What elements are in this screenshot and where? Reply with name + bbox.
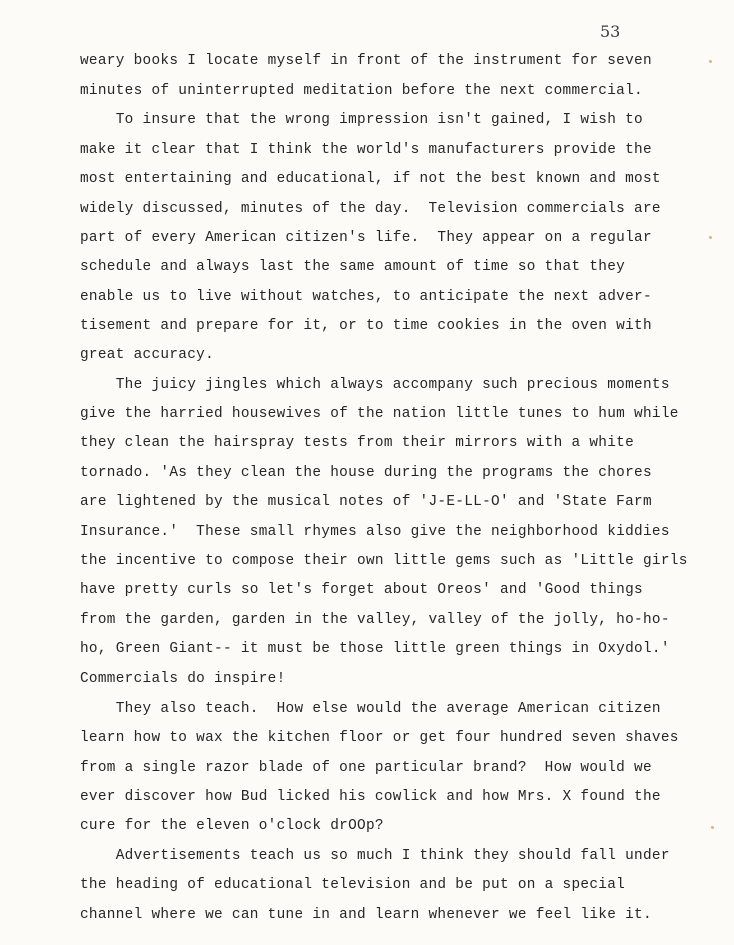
text-line: enable us to live without watches, to anticipate the next adver-	[80, 289, 652, 305]
text-line: To insure that the wrong impression isn't gained, I wish to	[80, 112, 643, 128]
text-line: minutes of uninterrupted meditation before the next commercial.	[80, 83, 643, 99]
text-line: from a single razor blade of one particular brand? How would we	[80, 760, 652, 776]
text-line: have pretty curls so let's forget about Oreos' and 'Good things	[80, 582, 643, 598]
text-line: Commercials do inspire!	[80, 671, 286, 687]
page-number: 53	[600, 22, 621, 41]
text-line: channel where we can tune in and learn whenever we feel like it.	[80, 907, 652, 923]
text-line: Insurance.' These small rhymes also give the neighborhood kiddies	[80, 524, 670, 540]
paper-speck	[709, 60, 712, 63]
text-line: schedule and always last the same amount of time so that they	[80, 259, 626, 275]
text-line: tisement and prepare for it, or to time cookies in the oven with	[80, 318, 652, 334]
text-line: ever discover how Bud licked his cowlick and how Mrs. X found the	[80, 789, 661, 805]
text-line: they clean the hairspray tests from their mirrors with a white	[80, 435, 635, 451]
text-line: ho, Green Giant-- it must be those little green things in Oxydol.'	[80, 641, 670, 657]
text-line: part of every American citizen's life. They appear on a regular	[80, 230, 652, 246]
text-line: The juicy jingles which always accompany such precious moments	[80, 377, 670, 393]
text-line: cure for the eleven o'clock drOOp?	[80, 818, 384, 834]
text-line: great accuracy.	[80, 347, 215, 363]
text-line: widely discussed, minutes of the day. Television commercials are	[80, 201, 661, 217]
paper-speck	[709, 236, 712, 239]
text-line: the heading of educational television and be put on a special	[80, 877, 626, 893]
text-line: learn how to wax the kitchen floor or get four hundred seven shaves	[80, 730, 679, 746]
text-line: most entertaining and educational, if not the best known and most	[80, 171, 661, 187]
text-line: the incentive to compose their own little gems such as 'Little girls	[80, 553, 688, 569]
text-line: weary books I locate myself in front of the instrument for seven	[80, 53, 652, 69]
text-line: make it clear that I think the world's manufacturers provide the	[80, 142, 652, 158]
text-line: from the garden, garden in the valley, valley of the jolly, ho-ho-	[80, 612, 670, 628]
text-line: Advertisements teach us so much I think they should fall under	[80, 848, 670, 864]
text-line: tornado. 'As they clean the house during the programs the chores	[80, 465, 652, 481]
text-line: They also teach. How else would the average American citizen	[80, 701, 661, 717]
text-line: give the harried housewives of the nation little tunes to hum while	[80, 406, 679, 422]
paper-speck	[711, 826, 714, 829]
text-line: are lightened by the musical notes of 'J-E-LL-O' and 'State Farm	[80, 494, 652, 510]
